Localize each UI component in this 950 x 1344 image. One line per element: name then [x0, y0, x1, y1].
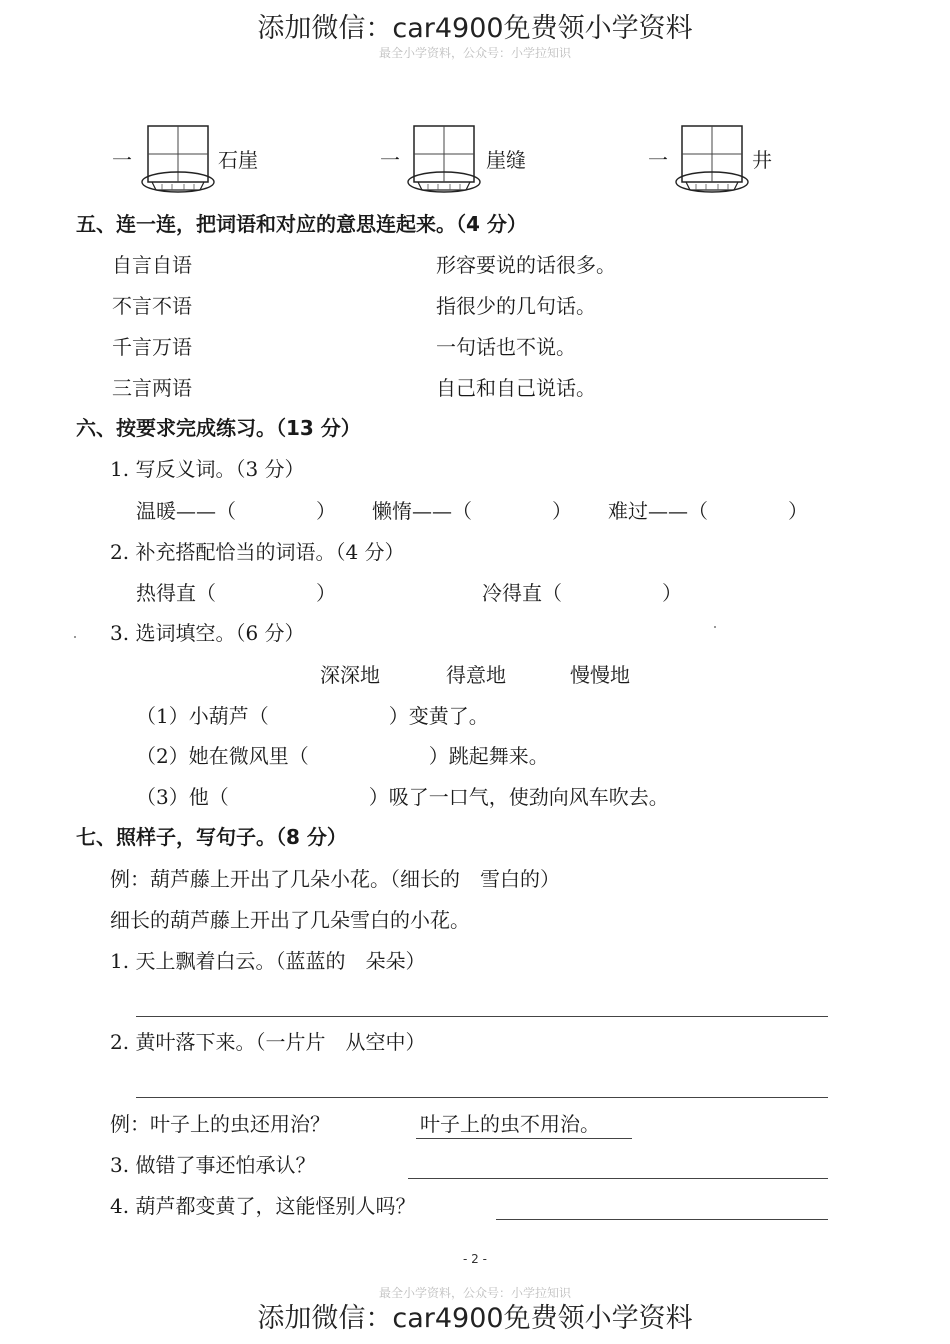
- match-right-1[interactable]: 形容要说的话很多。: [436, 253, 616, 277]
- scan-speck: [714, 626, 716, 628]
- match-left-1[interactable]: 自言自语: [112, 253, 192, 277]
- sentence-q1: 1. 天上飘着白云。（蓝蓝的 朵朵）: [110, 949, 426, 973]
- match-right-2[interactable]: 指很少的几句话。: [436, 294, 596, 318]
- example-2-underline: [416, 1138, 632, 1139]
- antonym-blank-2[interactable]: 懒惰——（ ）: [372, 499, 572, 523]
- word-choice-1: 深深地: [320, 663, 380, 687]
- watermark-bottom: 添加微信：car4900免费领小学资料: [257, 1303, 693, 1334]
- watermark-top: 添加微信：car4900免费领小学资料: [257, 13, 693, 44]
- answer-line-2[interactable]: [136, 1097, 828, 1098]
- section6-heading: 六、按要求完成练习。（13 分）: [76, 416, 361, 440]
- answer-line-3[interactable]: [408, 1178, 828, 1179]
- collocation-blank-1[interactable]: 热得直（ ）: [136, 581, 336, 605]
- match-left-3[interactable]: 千言万语: [112, 335, 192, 359]
- item-suffix: 石崖: [218, 148, 258, 172]
- faint-header: 最全小学资料，公众号：小学拉知识: [378, 46, 571, 60]
- section5-heading: 五、连一连，把词语和对应的意思连起来。（4 分）: [76, 212, 527, 236]
- collocation-blank-2[interactable]: 冷得直（ ）: [482, 581, 682, 605]
- item-suffix: 崖缝: [486, 148, 526, 172]
- answer-line-4[interactable]: [496, 1219, 828, 1220]
- example-2: 例：叶子上的虫还用治？: [110, 1112, 330, 1136]
- fill-blank-1[interactable]: （1）小葫芦（ ）变黄了。: [136, 704, 489, 728]
- word-choice-2: 得意地: [446, 663, 506, 687]
- writing-box-icon: [668, 124, 754, 196]
- item-prefix: 一: [648, 148, 668, 172]
- faint-footer: 最全小学资料，公众号：小学拉知识: [378, 1286, 571, 1300]
- item-suffix: 井: [752, 148, 772, 172]
- antonym-blank-3[interactable]: 难过——（ ）: [608, 499, 808, 523]
- sentence-q3: 3. 做错了事还怕承认？: [110, 1153, 316, 1177]
- example-1: 例：葫芦藤上开出了几朵小花。（细长的 雪白的）: [110, 867, 560, 891]
- answer-line-1[interactable]: [136, 1016, 828, 1017]
- word-choice-3: 慢慢地: [570, 663, 630, 687]
- example-2-answer: 叶子上的虫不用治。: [420, 1112, 600, 1136]
- item-prefix: 一: [380, 148, 400, 172]
- page-number: - 2 -: [463, 1252, 487, 1266]
- q1-title: 1. 写反义词。（3 分）: [110, 457, 305, 481]
- q3-title: 3. 选词填空。（6 分）: [110, 621, 305, 645]
- match-right-4[interactable]: 自己和自己说话。: [436, 376, 596, 400]
- match-left-2[interactable]: 不言不语: [112, 294, 192, 318]
- writing-box-icon: [400, 124, 486, 196]
- section7-heading: 七、照样子，写句子。（8 分）: [76, 825, 347, 849]
- match-right-3[interactable]: 一句话也不说。: [436, 335, 576, 359]
- match-left-4[interactable]: 三言两语: [112, 376, 192, 400]
- fill-blank-2[interactable]: （2）她在微风里（ ）跳起舞来。: [136, 744, 549, 768]
- sentence-q4: 4. 葫芦都变黄了，这能怪别人吗？: [110, 1194, 416, 1218]
- antonym-blank-1[interactable]: 温暖——（ ）: [136, 499, 336, 523]
- example-1-answer: 细长的葫芦藤上开出了几朵雪白的小花。: [110, 908, 470, 932]
- fill-blank-3[interactable]: （3）他（ ）吸了一口气，使劲向风车吹去。: [136, 785, 669, 809]
- item-prefix: 一: [112, 148, 132, 172]
- sentence-q2: 2. 黄叶落下来。（一片片 从空中）: [110, 1030, 426, 1054]
- q2-title: 2. 补充搭配恰当的词语。（4 分）: [110, 540, 405, 564]
- writing-box-icon: [138, 124, 224, 196]
- scan-speck: [74, 636, 76, 638]
